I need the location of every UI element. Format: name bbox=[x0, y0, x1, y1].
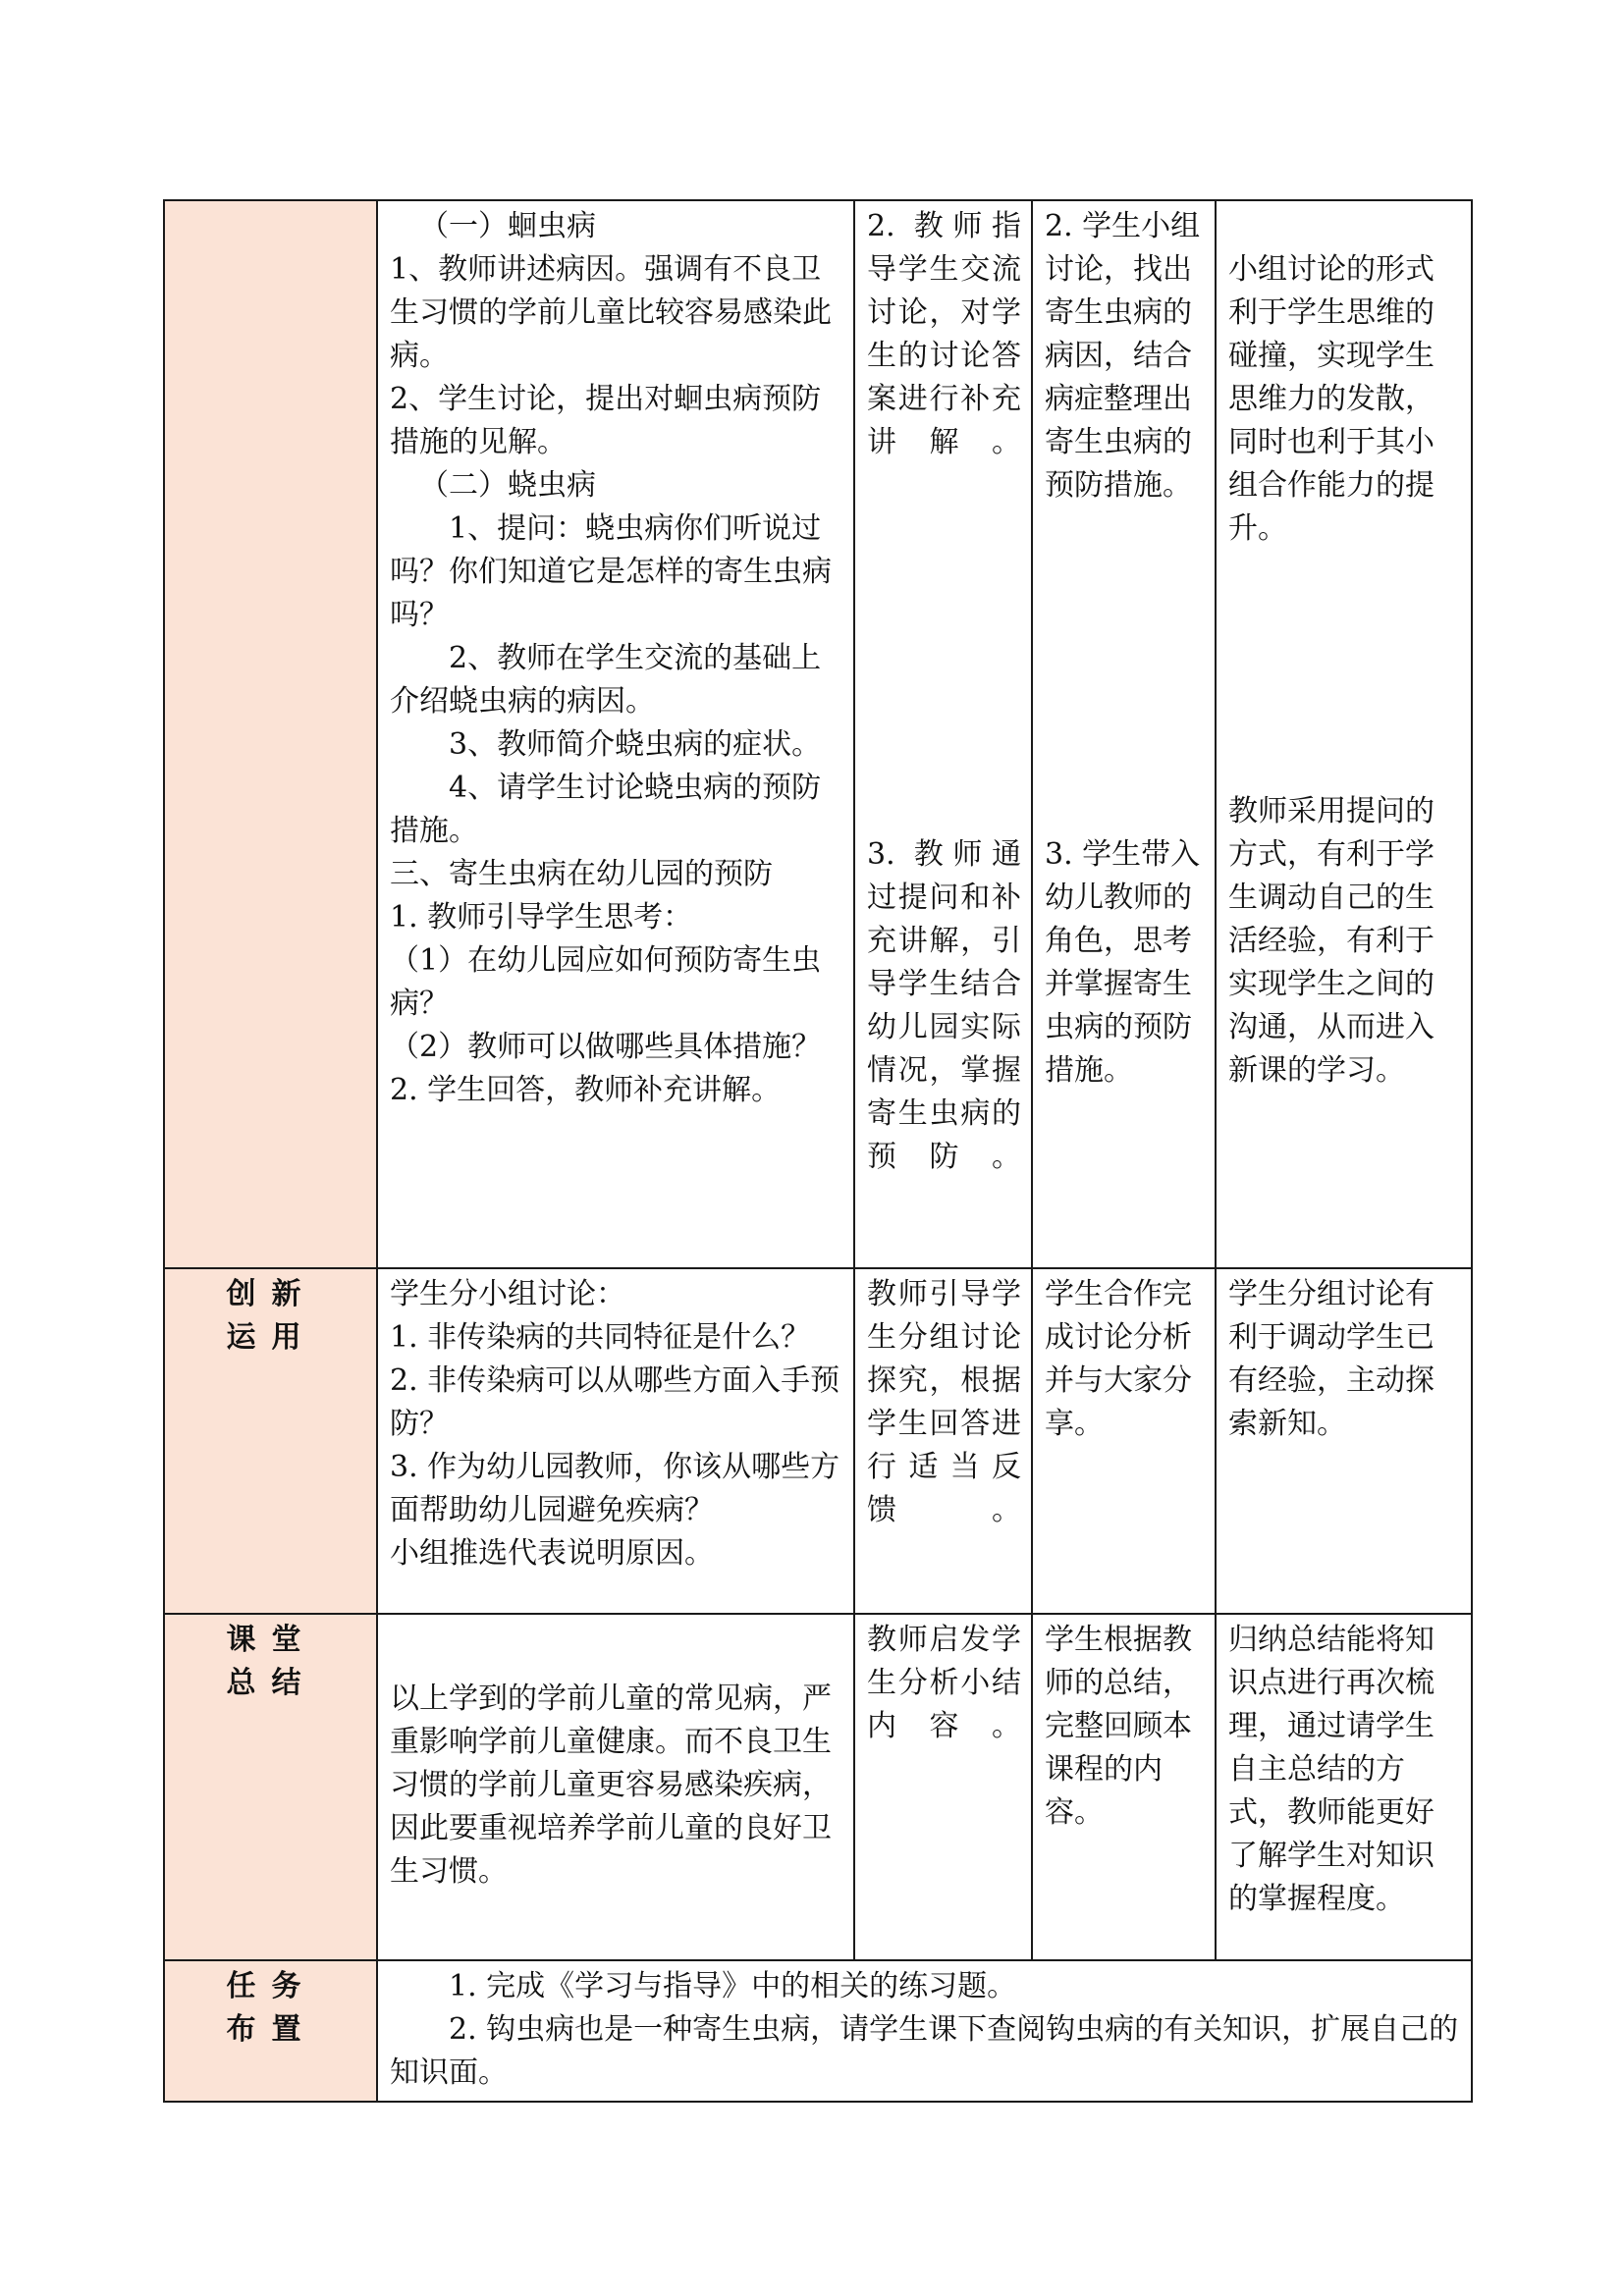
content-line: 1. 教师引导学生思考： bbox=[390, 900, 693, 934]
table-row bbox=[164, 200, 1472, 1268]
content-line: 3、教师简介蛲虫病的症状。 bbox=[449, 727, 822, 762]
section-label-line: 任务 bbox=[226, 1969, 317, 2003]
section-label bbox=[164, 1614, 377, 1960]
section-label-line: 运用 bbox=[226, 1320, 317, 1355]
content-line: （一）蛔虫病 bbox=[419, 209, 596, 243]
student-activity-text: 学生合作完成讨论分析并与大家分享。 bbox=[1045, 1277, 1192, 1441]
content-line: 2、教师在学生交流的基础上介绍蛲虫病的病因。 bbox=[390, 641, 822, 719]
teacher-activity-text: 教师引导学生分组讨论探究，根据学生回答进行适当反馈。 bbox=[867, 1277, 1021, 1527]
content-line: 学生分小组讨论： bbox=[390, 1277, 625, 1311]
section-label bbox=[164, 1268, 377, 1614]
task-line: 2. 钩虫病也是一种寄生虫病，请学生课下查阅钩虫病的有关知识，扩展自己的知识面。 bbox=[390, 2012, 1459, 2090]
content-line: 4、请学生讨论蛲虫病的预防措施。 bbox=[390, 771, 822, 848]
content-line: （1）在幼儿园应如何预防寄生虫病？ bbox=[390, 943, 822, 1021]
content-cell bbox=[377, 200, 854, 1268]
design-intent-text: 教师采用提问的方式，有利于学生调动自己的生活经验，有利于实现学生之间的沟通，从而进入新课的学习。 bbox=[1228, 794, 1435, 1088]
content-line: 1、教师讲述病因。强调有不良卫生习惯的学前儿童比较容易感染此病。 bbox=[390, 252, 832, 373]
student-activity-text: 学生根据教师的总结，完整回顾本课程的内容。 bbox=[1045, 1623, 1192, 1830]
content-cell bbox=[377, 1268, 854, 1614]
design-intent-cell bbox=[1216, 1268, 1472, 1614]
design-intent-cell bbox=[1216, 1614, 1472, 1960]
section-label-line: 布置 bbox=[226, 2012, 317, 2047]
content-line: 2. 非传染病可以从哪些方面入手预防？ bbox=[390, 1363, 840, 1441]
student-activity-cell bbox=[1032, 1614, 1216, 1960]
table-row bbox=[164, 1614, 1472, 1960]
teacher-activity-cell bbox=[854, 200, 1032, 1268]
section-label-line: 总结 bbox=[226, 1666, 317, 1700]
content-line: 三、寄生虫病在幼儿园的预防 bbox=[390, 857, 773, 891]
content-line: 1. 非传染病的共同特征是什么？ bbox=[390, 1320, 811, 1355]
section-label-line: 课堂 bbox=[226, 1623, 317, 1657]
content-line: （2）教师可以做哪些具体措施？ bbox=[390, 1030, 822, 1064]
content-cell bbox=[377, 1614, 854, 1960]
design-intent-text: 归纳总结能将知识点进行再次梳理，通过请学生自主总结的方式，教师能更好了解学生对知识的掌握程度。 bbox=[1228, 1623, 1435, 1916]
teacher-activity-cell bbox=[854, 1614, 1032, 1960]
student-activity-text: 2. 学生小组讨论，找出寄生虫病的病因，结合病症整理出寄生虫病的预防措施。 bbox=[1045, 209, 1201, 503]
content-line: （二）蛲虫病 bbox=[419, 468, 596, 503]
student-activity-cell bbox=[1032, 1268, 1216, 1614]
content-line: 小组推选代表说明原因。 bbox=[390, 1536, 714, 1571]
content-text: 以上学到的学前儿童的常见病，严重影响学前儿童健康。而不良卫生习惯的学前儿童更容易感染疾病，因此要重视培养学前儿童的良好卫生习惯。 bbox=[390, 1682, 832, 1889]
lesson-plan-table bbox=[163, 199, 1473, 2103]
section-label-line: 创新 bbox=[226, 1277, 317, 1311]
teacher-activity-text: 2. 教师指导学生交流讨论，对学生的讨论答案进行补充讲解。 bbox=[867, 209, 1021, 459]
task-cell bbox=[377, 1960, 1472, 2102]
table-row bbox=[164, 1960, 1472, 2102]
content-line: 2、学生讨论，提出对蛔虫病预防措施的见解。 bbox=[390, 382, 822, 459]
content-line: 2. 学生回答，教师补充讲解。 bbox=[390, 1073, 782, 1107]
table-row bbox=[164, 1268, 1472, 1614]
design-intent-text: 小组讨论的形式利于学生思维的碰撞，实现学生思维力的发散，同时也利于其小组合作能力的提升。 bbox=[1228, 252, 1435, 546]
student-activity-text: 3. 学生带入幼儿教师的角色，思考并掌握寄生虫病的预防措施。 bbox=[1045, 837, 1201, 1088]
task-line: 1. 完成《学习与指导》中的相关的练习题。 bbox=[449, 1969, 1017, 2003]
section-label bbox=[164, 200, 377, 1268]
content-line: 3. 作为幼儿园教师，你该从哪些方面帮助幼儿园避免疾病？ bbox=[390, 1450, 840, 1527]
teacher-activity-cell bbox=[854, 1268, 1032, 1614]
design-intent-cell bbox=[1216, 200, 1472, 1268]
design-intent-text: 学生分组讨论有利于调动学生已有经验，主动探索新知。 bbox=[1228, 1277, 1435, 1441]
teacher-activity-text: 教师启发学生分析小结内容。 bbox=[867, 1623, 1021, 1743]
teacher-activity-text: 3. 教师通过提问和补充讲解，引导学生结合幼儿园实际情况，掌握寄生虫病的预防。 bbox=[867, 837, 1021, 1174]
section-label bbox=[164, 1960, 377, 2102]
student-activity-cell bbox=[1032, 200, 1216, 1268]
content-line: 1、提问：蛲虫病你们听说过吗？你们知道它是怎样的寄生虫病吗？ bbox=[390, 511, 832, 632]
